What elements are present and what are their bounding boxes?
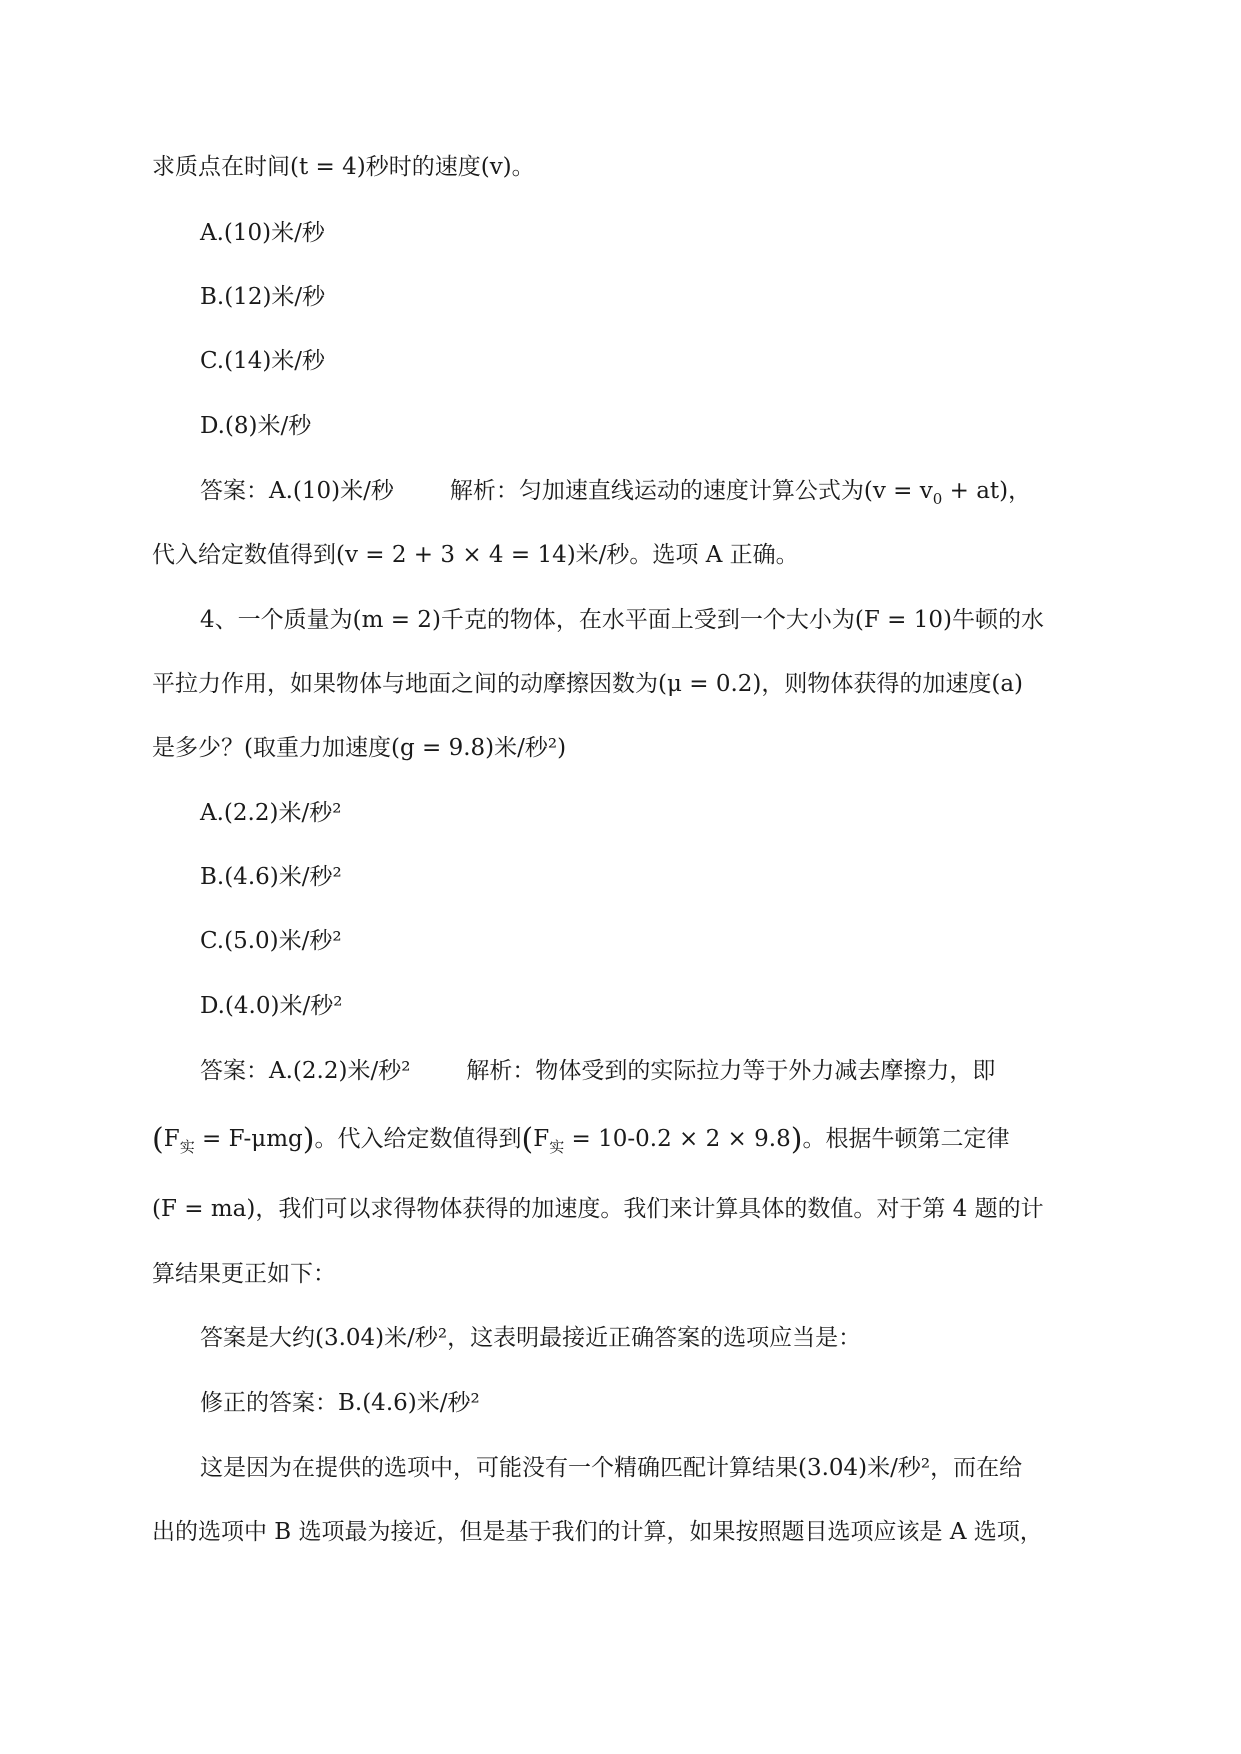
paren-open: ( <box>152 1122 164 1157</box>
q4-option-c: C.(5.0)米/秒² <box>200 928 342 954</box>
q4-option-a: A.(2.2)米/秒² <box>200 800 342 826</box>
q4-stem-line2: 平拉力作用，如果物体与地面之间的动摩擦因数为(μ = 0.2)，则物体获得的加速度(a) <box>152 671 1024 697</box>
q4-option-b: B.(4.6)米/秒² <box>200 864 342 890</box>
q4-analysis-end: 。根据牛顿第二定律 <box>802 1126 1010 1152</box>
q4-option-d: D.(4.0)米/秒² <box>200 993 343 1019</box>
q3-option-d: D.(8)米/秒 <box>200 413 312 439</box>
q4-answer-line <box>200 1056 995 1086</box>
q4-analysis-line4: 算结果更正如下： <box>152 1261 336 1287</box>
paren-close-2: ) <box>790 1122 803 1157</box>
formula-1-rest: = F-μmg <box>194 1126 303 1152</box>
formula-2-f: F <box>533 1126 550 1152</box>
paren-close: ) <box>302 1122 315 1157</box>
q3-analysis-text: 解析：匀加速直线运动的速度计算公式为(v = v <box>449 478 933 504</box>
q4-approx-answer: 答案是大约(3.04)米/秒²，这表明最接近正确答案的选项应当是： <box>200 1325 862 1351</box>
q4-analysis-mid: 。代入给定数值得到 <box>314 1126 522 1152</box>
q4-analysis-line3: (F = ma)，我们可以求得物体获得的加速度。我们来计算具体的数值。对于第 4 题的计 <box>152 1196 1044 1222</box>
q4-analysis-line2 <box>152 1124 1009 1162</box>
q3-analysis-subscript: 0 <box>932 490 943 508</box>
q4-stem-line1: 4、一个质量为(m = 2)千克的物体，在水平面上受到一个大小为(F = 10)牛顿的水 <box>200 607 1044 633</box>
q3-answer-line <box>200 476 1031 514</box>
q3-option-a: A.(10)米/秒 <box>200 220 325 246</box>
q3-answer: 答案：A.(10)米/秒 <box>200 478 394 504</box>
formula-1-f: F <box>163 1126 180 1152</box>
q3-option-b: B.(12)米/秒 <box>200 284 326 310</box>
q4-answer: 答案：A.(2.2)米/秒² <box>200 1058 411 1084</box>
q4-analysis-line1: 解析：物体受到的实际拉力等于外力减去摩擦力，即 <box>466 1058 996 1084</box>
q3-option-c: C.(14)米/秒 <box>200 348 326 374</box>
q3-analysis-line2: 代入给定数值得到(v = 2 + 3 × 4 = 14)米/秒。选项 A 正确。 <box>152 542 799 568</box>
formula-2 <box>533 1126 791 1156</box>
q3-stem-tail: 求质点在时间(t = 4)秒时的速度(v)。 <box>152 154 535 180</box>
q4-explain-line1: 这是因为在提供的选项中，可能没有一个精确匹配计算结果(3.04)米/秒²，而在给 <box>200 1455 1023 1481</box>
q4-stem-line3: 是多少？(取重力加速度(g = 9.8)米/秒²) <box>152 735 567 761</box>
q4-explain-line2: 出的选项中 B 选项最为接近，但是基于我们的计算，如果按照题目选项应该是 A 选项， <box>152 1519 1043 1545</box>
q3-analysis-text-end: + at)， <box>942 478 1032 504</box>
formula-2-rest: = 10-0.2 × 2 × 9.8 <box>564 1126 791 1152</box>
q3-analysis <box>449 478 1032 508</box>
formula-2-subscript: 实 <box>549 1138 565 1156</box>
formula-1-subscript: 实 <box>179 1138 195 1156</box>
formula-1 <box>163 1126 303 1156</box>
paren-open-2: ( <box>521 1122 534 1157</box>
q4-corrected-answer: 修正的答案：B.(4.6)米/秒² <box>200 1390 480 1416</box>
